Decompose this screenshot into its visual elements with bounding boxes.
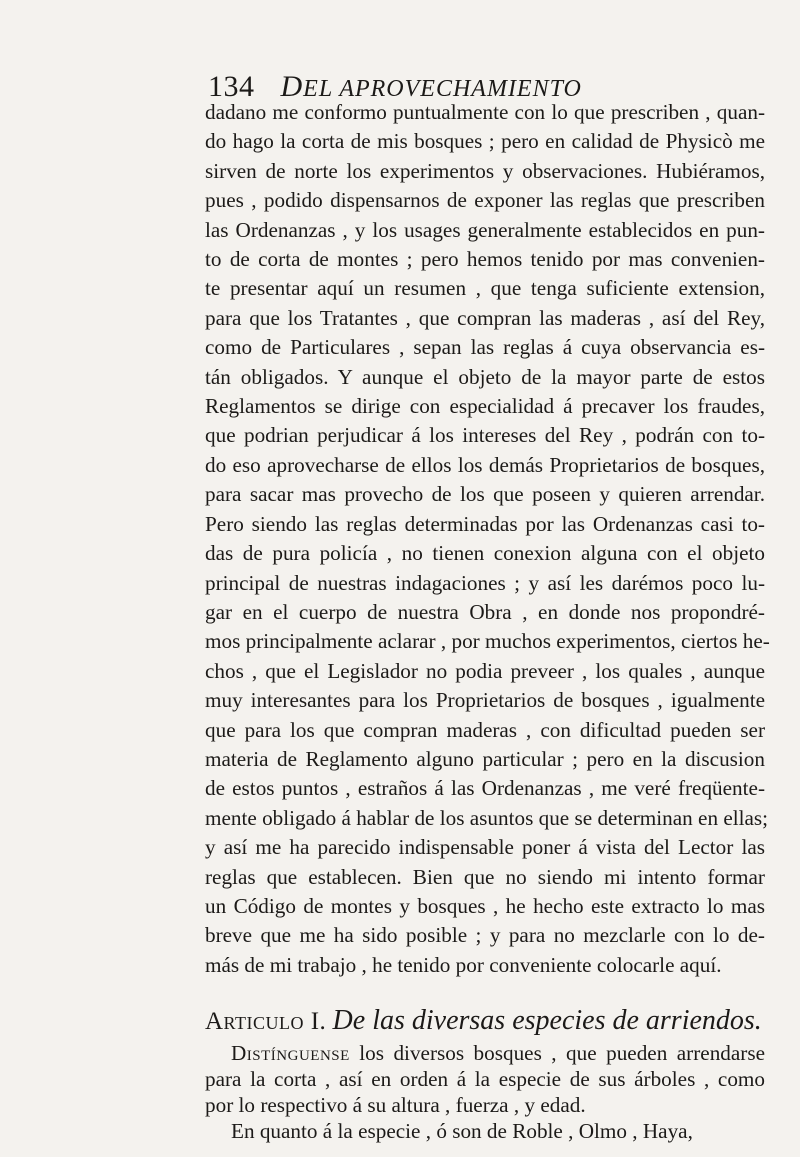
running-title-rest: EL APROVECHAMIENTO — [303, 76, 582, 102]
text-line: dadano me conformo puntualmente con lo que prescriben , quan- — [205, 100, 765, 124]
text-line: para sacar mas provecho de los que poseen y quieren arrendar. — [205, 482, 765, 507]
text-line: Pero siendo las reglas determinadas por las Ordenanzas casi to- — [205, 511, 765, 536]
text-line: un Código de montes y bosques , he hecho este extracto lo mas — [205, 893, 765, 918]
text-line: sirven de norte los experimentos y observaciones. Hubiéramos, — [205, 158, 765, 183]
text-line: to de corta de montes ; pero hemos tenido por mas convenien- — [205, 247, 765, 272]
section-line-1 — [205, 1040, 765, 1066]
text-line: como de Particulares , sepan las reglas á cuya observancia es- — [205, 335, 765, 360]
text-line: y así me ha parecido indispensable poner á vista del Lector las — [205, 835, 765, 860]
section-line-text: para la corta , así en orden á la especie de sus árboles , como — [205, 1067, 765, 1091]
text-line: mente obligado á hablar de los asuntos que se determinan en ellas; — [205, 805, 769, 830]
article-title: De las diversas especies de arriendos. — [332, 1005, 762, 1036]
section-line-3 — [205, 1092, 765, 1118]
running-title-initial: D — [280, 70, 304, 103]
text-line: te presentar aquí un resumen , que tenga suficiente extension, — [205, 276, 765, 301]
text-line: que podrian perjudicar á los intereses del Rey , podrán con to- — [205, 423, 765, 448]
text-line: mos principalmente aclarar , por muchos experimentos, ciertos he- — [205, 629, 770, 654]
body-paragraph — [205, 98, 770, 980]
text-line: tán obligados. Y aunque el objeto de la mayor parte de estos — [205, 364, 765, 389]
text-line: principal de nuestras indagaciones ; y así les darémos poco lu- — [205, 570, 765, 595]
text-line: Reglamentos se dirige con especialidad á precaver los fraudes, — [205, 394, 765, 419]
article-heading — [205, 1005, 765, 1037]
section-first-line-rest: los diversos bosques , que pueden arrendarse — [349, 1041, 765, 1065]
section-line-text: En quanto á la especie , ó son de Roble , Olmo , Haya, — [231, 1119, 693, 1143]
page-number: 134 — [208, 70, 255, 103]
section-line-4 — [205, 1118, 765, 1144]
text-line: materia de Reglamento alguno particular ; pero en la discusion — [205, 746, 765, 771]
text-line: más de mi trabajo , he tenido por conveniente colocarle aquí. — [205, 952, 722, 977]
text-line: chos , que el Legislador no podia preveer , los quales , aunque — [205, 658, 765, 683]
text-line: das de pura policía , no tienen conexion alguna con el objeto — [205, 541, 765, 566]
text-line: las Ordenanzas , y los usages generalmente establecidos en pun- — [205, 217, 765, 242]
section-line-2 — [205, 1066, 765, 1092]
text-line: reglas que establecen. Bien que no siendo mi intento formar — [205, 864, 765, 889]
text-line: que para los que compran maderas , con dificultad pueden ser — [205, 717, 765, 742]
text-line: breve que me ha sido posible ; y para no mezclarle con lo de- — [205, 923, 765, 948]
section-lead-word: Distínguense — [231, 1041, 350, 1065]
text-line: gar en el cuerpo de nuestra Obra , en donde nos propondré- — [205, 599, 765, 624]
section-line-text: por lo respectivo á su altura , fuerza , y edad. — [205, 1093, 586, 1117]
text-line: muy interesantes para los Proprietarios de bosques , igualmente — [205, 688, 765, 713]
text-line: de estos puntos , estraños á las Ordenanzas , me veré freqüente- — [205, 776, 765, 801]
text-line: pues , podido dispensarnos de exponer las reglas que prescriben — [205, 188, 765, 213]
text-line: para que los Tratantes , que compran las maderas , así del Rey, — [205, 305, 765, 330]
text-line: do hago la corta de mis bosques ; pero en calidad de Physicò me — [205, 129, 765, 154]
text-line: do eso aprovecharse de ellos los demás Proprietarios de bosques, — [205, 452, 765, 477]
article-label: Articulo I. — [205, 1008, 327, 1035]
section-first-line — [205, 1040, 765, 1066]
